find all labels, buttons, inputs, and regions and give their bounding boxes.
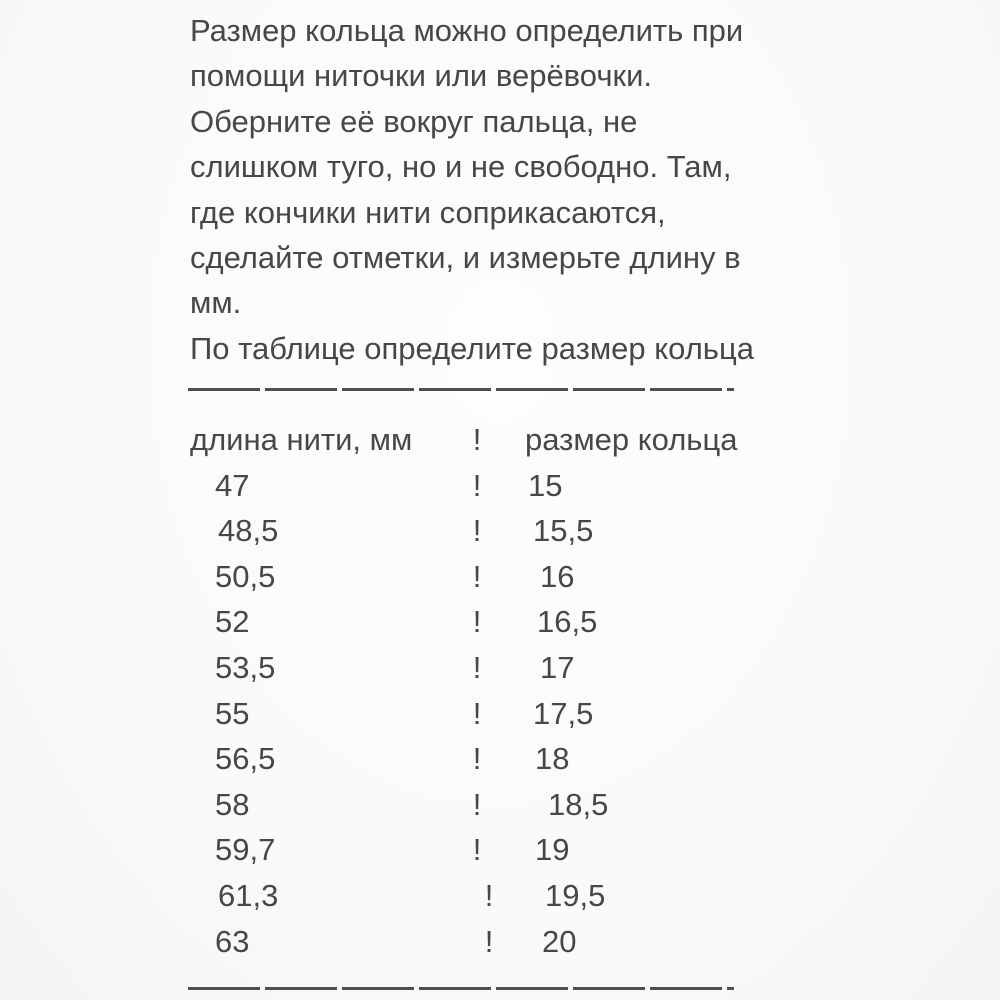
column-header-ring-size: размер кольца xyxy=(525,422,738,458)
thread-length-value: 48,5 xyxy=(218,513,279,549)
thread-length-value: 59,7 xyxy=(215,832,276,868)
ring-size-value: 19,5 xyxy=(545,877,606,913)
ring-size-value: 17,5 xyxy=(533,695,594,731)
ring-size-value: 17 xyxy=(540,650,575,686)
table-row xyxy=(190,508,1000,554)
row-separator: ! xyxy=(472,786,482,822)
intro-line: помощи ниточки или верёвочки. xyxy=(190,58,653,94)
row-separator: ! xyxy=(484,877,494,913)
divider-line-bottom xyxy=(188,987,734,990)
ring-size-table xyxy=(190,417,1000,964)
row-separator: ! xyxy=(472,467,482,503)
table-row xyxy=(190,463,1000,509)
table-row xyxy=(190,691,1000,737)
row-separator: ! xyxy=(472,513,482,549)
table-header-row xyxy=(190,417,1000,463)
intro-line: Оберните её вокруг пальца, не xyxy=(190,103,638,139)
thread-length-value: 50,5 xyxy=(215,558,276,594)
table-body xyxy=(190,463,1000,965)
thread-length-value: 61,3 xyxy=(218,877,279,913)
ring-size-value: 15,5 xyxy=(533,513,594,549)
column-separator: ! xyxy=(472,422,482,458)
ring-size-value: 18 xyxy=(535,741,570,777)
table-row xyxy=(190,736,1000,782)
ring-size-value: 16,5 xyxy=(537,604,598,640)
row-separator: ! xyxy=(472,558,482,594)
thread-length-value: 55 xyxy=(215,695,250,731)
intro-paragraph xyxy=(190,8,1000,371)
thread-length-value: 52 xyxy=(215,604,250,640)
thread-length-value: 63 xyxy=(215,923,250,959)
intro-line: сделайте отметки, и измерьте длину в xyxy=(190,240,741,276)
row-separator: ! xyxy=(472,650,482,686)
thread-length-value: 56,5 xyxy=(215,741,276,777)
intro-line: где кончики нити соприкасаются, xyxy=(190,194,666,230)
row-separator: ! xyxy=(472,741,482,777)
intro-line: Размер кольца можно определить при xyxy=(190,13,744,48)
table-row xyxy=(190,782,1000,828)
table-row xyxy=(190,554,1000,600)
column-header-thread-length: длина нити, мм xyxy=(190,422,413,458)
row-separator: ! xyxy=(472,832,482,868)
table-row xyxy=(190,600,1000,646)
row-separator: ! xyxy=(472,695,482,731)
intro-line: мм. xyxy=(190,285,242,321)
row-separator: ! xyxy=(472,604,482,640)
thread-length-value: 53,5 xyxy=(215,650,276,686)
thread-length-value: 47 xyxy=(215,467,250,503)
ring-size-value: 18,5 xyxy=(548,786,609,822)
ring-size-value: 16 xyxy=(540,558,575,594)
ring-size-value: 15 xyxy=(528,467,563,503)
ring-size-value: 20 xyxy=(542,923,577,959)
intro-line: По таблице определите размер кольца xyxy=(190,330,754,366)
row-separator: ! xyxy=(484,923,494,959)
table-row xyxy=(190,919,1000,965)
table-row xyxy=(190,645,1000,691)
thread-length-value: 58 xyxy=(215,786,250,822)
table-row xyxy=(190,873,1000,919)
intro-line: слишком туго, но и не свободно. Там, xyxy=(190,149,732,185)
ring-size-value: 19 xyxy=(535,832,570,868)
table-row xyxy=(190,828,1000,874)
divider-line-top xyxy=(188,388,734,391)
